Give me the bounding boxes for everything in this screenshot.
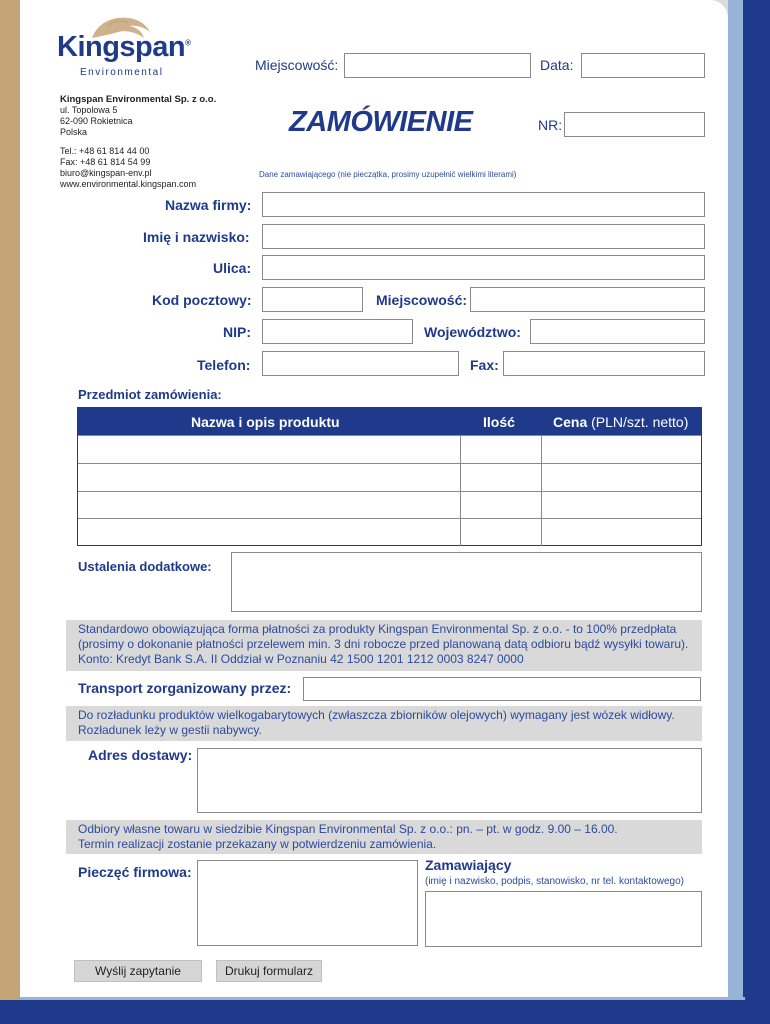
city-label: Miejscowość:	[376, 292, 468, 308]
qty-cell[interactable]	[461, 464, 542, 491]
company-city: 62-090 Rokietnica	[60, 116, 133, 126]
date-label: Data:	[540, 57, 574, 73]
right-navy-stripe	[743, 0, 770, 1000]
orderer-label: Zamawiający	[425, 857, 512, 873]
logo-subtitle: Environmental	[80, 67, 164, 78]
place-label: Miejscowość:	[255, 57, 339, 73]
extra-textarea[interactable]	[231, 552, 702, 612]
product-cell[interactable]	[78, 436, 461, 463]
table-row	[78, 435, 701, 463]
order-section-title: Przedmiot zamówienia:	[78, 387, 222, 402]
nr-label: NR:	[538, 117, 563, 133]
pickup-note-line: Termin realizacji zostanie przekazany w potwierdzeniu zamówienia.	[78, 837, 437, 851]
fax-input[interactable]	[503, 351, 705, 376]
table-row	[78, 463, 701, 491]
company-info	[60, 94, 216, 190]
place-input[interactable]	[344, 53, 531, 78]
transport-input[interactable]	[303, 677, 701, 701]
company-country: Polska	[60, 127, 88, 137]
pickup-note	[66, 820, 702, 854]
qty-cell[interactable]	[461, 519, 542, 546]
company-fax: Fax: +48 61 814 54 99	[60, 157, 151, 167]
payment-note	[66, 620, 702, 671]
col-price: Cena (PLN/szt. netto)	[553, 414, 689, 430]
unload-note	[66, 706, 702, 741]
send-request-button[interactable]: Wyślij zapytanie	[74, 960, 202, 982]
page-title: ZAMÓWIENIE	[289, 106, 473, 138]
company-www: www.environmental.kingspan.com	[60, 179, 197, 189]
orderer-signature-box[interactable]	[425, 891, 702, 947]
voivodeship-label: Województwo:	[424, 324, 521, 340]
company-phone: Tel.: +48 61 814 44 00	[60, 146, 150, 156]
product-cell[interactable]	[78, 464, 461, 491]
postal-code-label: Kod pocztowy:	[152, 292, 252, 308]
col-qty: Ilość	[483, 414, 515, 430]
unload-note-line: Rozładunek leży w gestii nabywcy.	[78, 723, 262, 737]
full-name-input[interactable]	[262, 224, 705, 249]
col-product: Nazwa i opis produktu	[191, 414, 340, 430]
table-row	[78, 518, 701, 546]
customer-data-hint: Dane zamawiającego (nie pieczątka, prosimy uzupełnić wielkimi literami)	[259, 170, 517, 179]
extra-label: Ustalenia dodatkowe:	[78, 559, 212, 574]
left-gold-stripe	[0, 0, 20, 1000]
delivery-textarea[interactable]	[197, 748, 702, 813]
delivery-label: Adres dostawy:	[88, 747, 193, 763]
company-street: ul. Topolowa 5	[60, 105, 118, 115]
order-table-header	[78, 408, 701, 435]
stamp-box[interactable]	[197, 860, 418, 946]
logo-wordmark: Kingspan®	[57, 31, 191, 63]
stamp-label: Pieczęć firmowa:	[78, 864, 192, 880]
postal-code-input[interactable]	[262, 287, 363, 312]
full-name-label: Imię i nazwisko:	[143, 229, 250, 245]
nip-input[interactable]	[262, 319, 413, 344]
qty-cell[interactable]	[461, 492, 542, 519]
street-input[interactable]	[262, 255, 705, 280]
bottom-navy-stripe	[0, 1000, 770, 1024]
company-name-input[interactable]	[262, 192, 705, 217]
product-cell[interactable]	[78, 492, 461, 519]
company-name-label: Nazwa firmy:	[165, 197, 252, 213]
payment-note-line: (prosimy o dokonanie płatności przelewem min. 3 dni robocze przed planowaną datą odbioru bądź wysyłki towaru).	[78, 637, 689, 651]
table-row	[78, 491, 701, 519]
nip-label: NIP:	[223, 324, 251, 340]
date-input[interactable]	[581, 53, 705, 78]
order-table	[77, 407, 702, 546]
phone-label: Telefon:	[197, 357, 251, 373]
company-name: Kingspan Environmental Sp. z o.o.	[60, 94, 217, 105]
voivodeship-input[interactable]	[530, 319, 705, 344]
fax-label: Fax:	[470, 357, 499, 373]
nr-input[interactable]	[564, 112, 705, 137]
city-input[interactable]	[470, 287, 705, 312]
transport-label: Transport zorganizowany przez:	[78, 680, 292, 696]
company-email: biuro@kingspan-env.pl	[60, 168, 152, 178]
phone-input[interactable]	[262, 351, 459, 376]
unload-note-line: Do rozładunku produktów wielkogabarytowych (zwłaszcza zbiorników olejowych) wymagany jest wózek widłowy.	[78, 708, 675, 722]
orderer-hint: (imię i nazwisko, podpis, stanowisko, nr tel. kontaktowego)	[425, 876, 685, 887]
pickup-note-line: Odbiory własne towaru w siedzibie Kingspan Environmental Sp. z o.o.: pn. – pt. w godz. 9.00 – 16.00.	[78, 822, 618, 836]
street-label: Ulica:	[213, 260, 252, 276]
payment-note-line: Standardowo obowiązująca forma płatności za produkty Kingspan Environmental Sp. z o.o. - to 100% przedpłata	[78, 622, 677, 636]
product-cell[interactable]	[78, 519, 461, 546]
print-form-button[interactable]: Drukuj formularz	[216, 960, 322, 982]
qty-cell[interactable]	[461, 436, 542, 463]
payment-note-line: Konto: Kredyt Bank S.A. II Oddział w Poznaniu 42 1500 1201 1212 0003 8247 0000	[78, 652, 524, 666]
